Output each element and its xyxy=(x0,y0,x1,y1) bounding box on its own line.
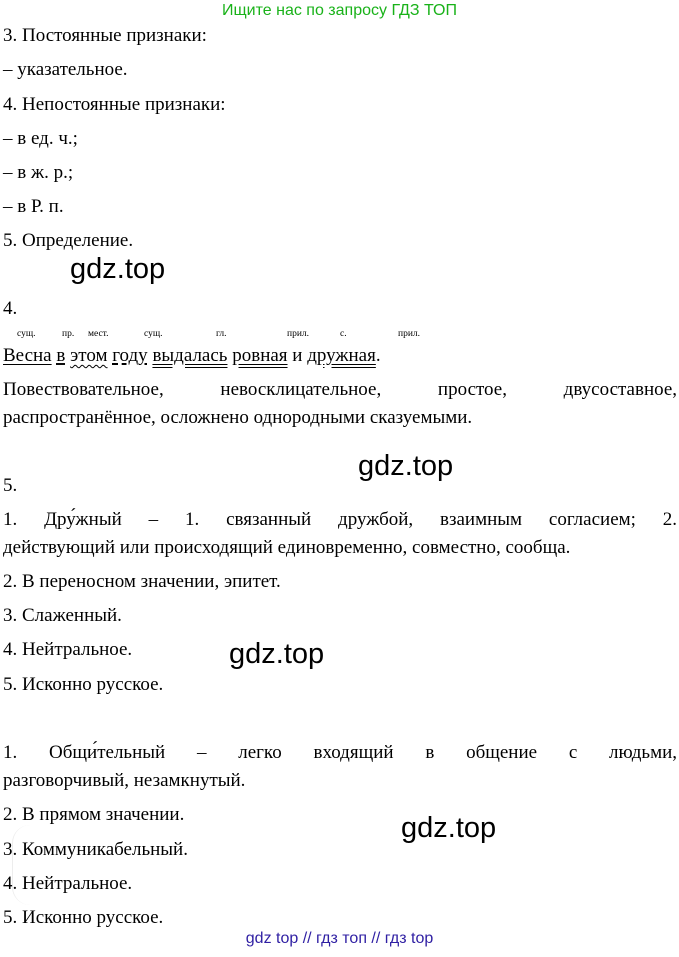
word: взаимным xyxy=(440,509,523,530)
watermark-text: gdz.top xyxy=(229,638,325,670)
word: – xyxy=(148,509,159,530)
sentence-word: выдалась xyxy=(152,345,228,366)
word: 1. xyxy=(184,509,200,530)
word: Общи́тельный xyxy=(49,742,166,763)
watermark-text: gdz.top xyxy=(70,253,166,285)
sentence-word: дружная xyxy=(307,345,376,366)
definition-line: действующий или происходящий единовременно, совместно, сообща. xyxy=(3,537,571,558)
definition-line: разговорчивый, незамкнутый. xyxy=(3,770,246,791)
word: входящий xyxy=(313,742,394,763)
text-line: 3. Слаженный. xyxy=(3,605,122,626)
word: общение xyxy=(466,742,538,763)
pos-tag: прил. xyxy=(398,329,421,339)
sentence-word: Весна xyxy=(3,345,52,366)
pos-tag: мест. xyxy=(88,329,109,339)
sentence-word: ровная xyxy=(232,345,288,366)
pos-tag: гл. xyxy=(216,329,227,339)
word: невосклицательное, xyxy=(220,379,382,400)
watermark-text: gdz.top xyxy=(401,812,497,844)
word: в xyxy=(425,742,435,763)
word: 2. xyxy=(662,509,678,530)
text-line: 5. Определение. xyxy=(3,230,134,251)
text-line: 2. В прямом значении. xyxy=(3,804,185,825)
analysis-line xyxy=(3,378,677,402)
task-number: 4. xyxy=(3,298,18,319)
text-line: 3. Коммуникабельный. xyxy=(3,839,188,860)
word: 1. xyxy=(3,509,18,530)
definition-line xyxy=(3,741,677,765)
pos-tag: с. xyxy=(340,329,347,339)
word: связанный xyxy=(226,509,312,530)
text-line: – указательное. xyxy=(3,59,128,80)
word: согласием; xyxy=(548,509,636,530)
watermark-text: gdz.top xyxy=(358,450,454,482)
pos-tag: сущ. xyxy=(17,329,36,339)
word: двусоставное, xyxy=(563,379,678,400)
text-line: 3. Постоянные признаки: xyxy=(3,25,207,46)
word: дружбой, xyxy=(338,509,414,530)
word: Повествовательное, xyxy=(3,379,164,400)
analysis-line: распространённое, осложнено однородными сказуемыми. xyxy=(3,407,473,428)
text-line: – в Р. п. xyxy=(3,196,64,217)
text-line: – в ед. ч.; xyxy=(3,128,78,149)
faint-stamp-mark xyxy=(12,825,49,905)
sentence-word: этом xyxy=(70,345,108,366)
text-line: – в ж. р.; xyxy=(3,162,74,183)
search-hint-banner: Ищите нас по запросу ГДЗ ТОП xyxy=(222,2,457,19)
pos-tag: прил. xyxy=(287,329,310,339)
pos-tag: пр. xyxy=(62,329,75,339)
sentence-word: в xyxy=(56,345,66,366)
text-line: 4. Нейтральное. xyxy=(3,873,133,894)
sentence-word: году xyxy=(112,345,148,366)
sentence-word: и xyxy=(292,345,303,366)
word: простое, xyxy=(437,379,507,400)
task-number: 5. xyxy=(3,475,18,496)
word: – xyxy=(196,742,207,763)
footer-links-text: gdz top // гдз топ // гдз top xyxy=(245,930,434,947)
text-line: 5. Исконно русское. xyxy=(3,674,164,695)
word: с xyxy=(568,742,578,763)
sentence-word: . xyxy=(375,345,381,366)
word: легко xyxy=(238,742,282,763)
word: Дру́жный xyxy=(44,509,122,530)
pos-tag: сущ. xyxy=(144,329,163,339)
word: 1. xyxy=(3,742,18,763)
text-line: 4. Непостоянные признаки: xyxy=(3,94,226,115)
parsed-sentence xyxy=(3,344,381,368)
word: людьми, xyxy=(609,742,678,763)
text-line: 2. В переносном значении, эпитет. xyxy=(3,571,281,592)
definition-line xyxy=(3,508,677,532)
text-line: 5. Исконно русское. xyxy=(3,907,164,928)
text-line: 4. Нейтральное. xyxy=(3,639,133,660)
